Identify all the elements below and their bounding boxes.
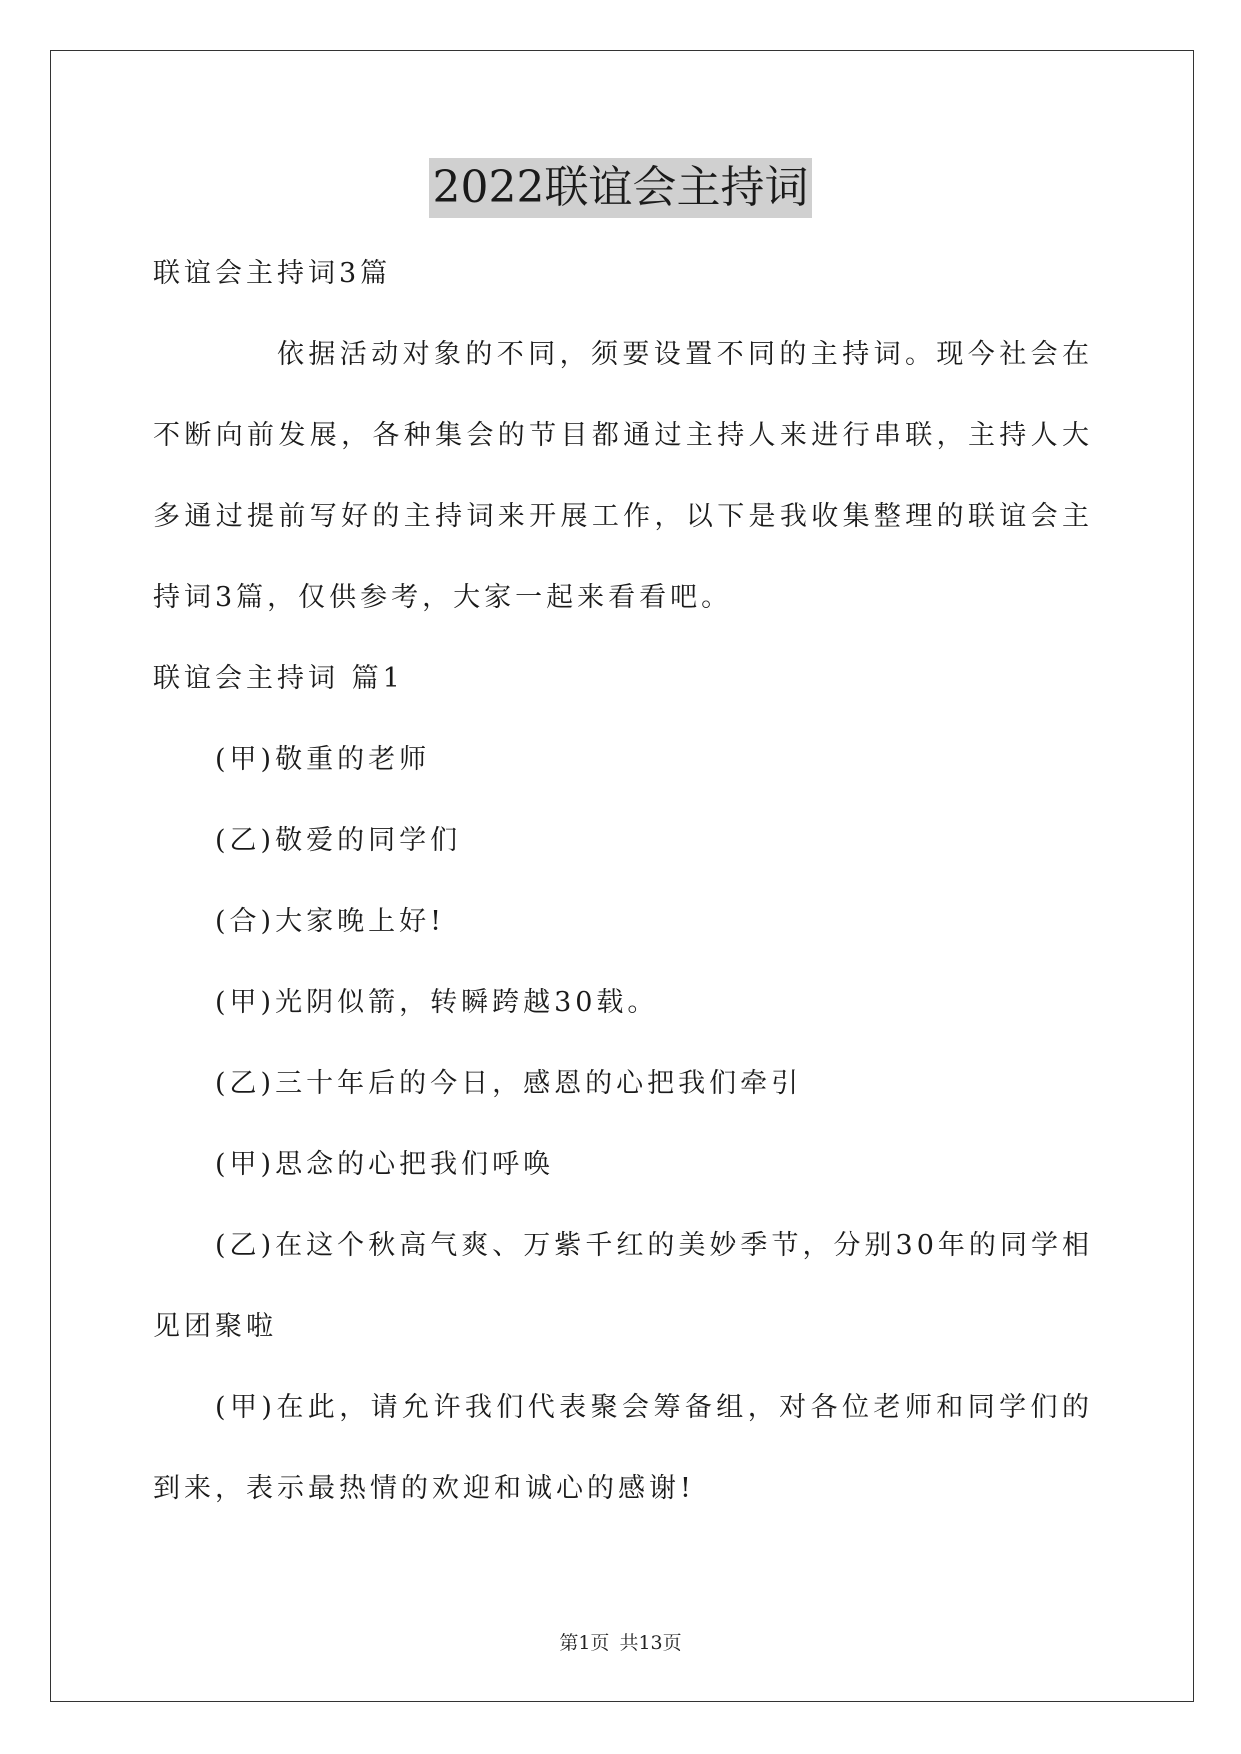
document-subtitle: 联谊会主持词3篇 [153,258,392,289]
page-total: 共13页 [619,1632,682,1654]
dialog-line: (乙)在这个秋高气爽、万紫千红的美妙季节，分别30年的同学相见团聚啦 [153,1230,1093,1342]
title-container [0,158,1241,218]
document-body [153,233,1093,1529]
dialog-line: (甲)光阴似箭，转瞬跨越30载。 [215,987,659,1018]
dialog-line: (乙)敬爱的同学们 [215,825,462,856]
dialog-line: (乙)三十年后的今日，感恩的心把我们牵引 [215,1068,803,1099]
dialog-line: (合)大家晚上好! [215,906,445,937]
intro-paragraph: 依据活动对象的不同，须要设置不同的主持词。现今社会在不断向前发展，各种集会的节目都通过主持人来进行串联，主持人大多通过提前写好的主持词来开展工作，以下是我收集整理的联谊会主持词3篇，仅供参考，大家一起来看看吧。 [153,339,1093,613]
document-title: 2022联谊会主持词 [429,158,813,218]
section-heading: 联谊会主持词 篇1 [153,663,404,694]
page-number: 第1页 [559,1632,610,1654]
page-footer [0,1628,1241,1655]
dialog-line: (甲)在此，请允许我们代表聚会筹备组，对各位老师和同学们的到来，表示最热情的欢迎和诚心的感谢! [153,1392,1093,1504]
dialog-line: (甲)敬重的老师 [215,744,431,775]
dialog-line: (甲)思念的心把我们呼唤 [215,1149,555,1180]
